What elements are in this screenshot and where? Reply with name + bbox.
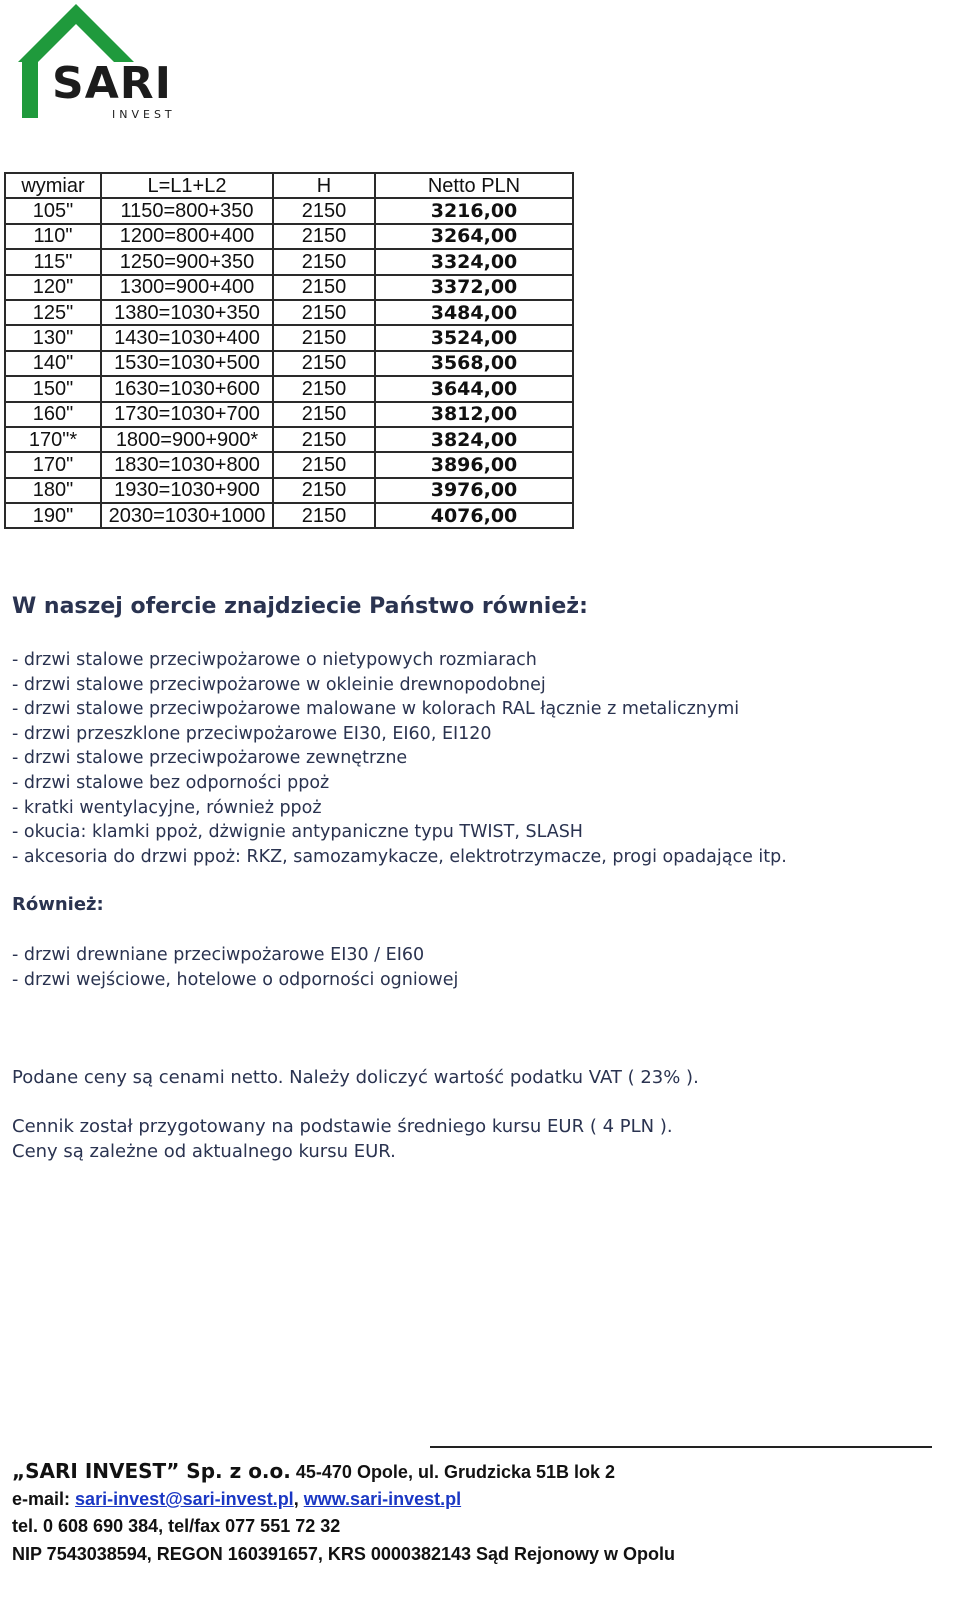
company-address: 45-470 Opole, ul. Grudzicka 51B lok 2 [295,1462,616,1482]
table-row [5,427,573,452]
price-cell: 3524,00 [375,325,573,350]
table-row [5,503,573,528]
also-list [12,943,458,992]
size-cell: 150" [5,376,101,401]
height-cell: 2150 [273,198,375,223]
price-cell: 3324,00 [375,249,573,274]
currency-dependency-note: Ceny są zależne od aktualnego kursu EUR. [12,1141,396,1162]
table-row [5,300,573,325]
height-cell: 2150 [273,325,375,350]
price-cell: 3264,00 [375,224,573,249]
list-item: - drzwi przeszklone przeciwpożarowe EI30, EI60, EI120 [12,723,492,744]
website-link[interactable]: www.sari-invest.pl [303,1489,462,1509]
width-cell: 1530=1030+500 [101,351,273,376]
table-row [5,224,573,249]
height-cell: 2150 [273,503,375,528]
footer-phone: tel. 0 608 690 384, tel/fax 077 551 72 32 [12,1516,341,1536]
column-header: wymiar [5,173,101,198]
table-row [5,275,573,300]
price-cell: 3568,00 [375,351,573,376]
table-row [5,402,573,427]
footer-registry: NIP 7543038594, REGON 160391657, KRS 0000382143 Sąd Rejonowy w Opolu [12,1544,676,1564]
height-cell: 2150 [273,275,375,300]
offer-list [12,648,787,869]
price-cell: 3896,00 [375,452,573,477]
price-cell: 3812,00 [375,402,573,427]
column-header: Netto PLN [375,173,573,198]
exchange-rate-note: Cennik został przygotowany na podstawie średniego kursu EUR ( 4 PLN ). [12,1116,673,1137]
logo-subtitle: INVEST [112,108,176,121]
email-label: e-mail: [12,1489,71,1509]
vat-note: Podane ceny są cenami netto. Należy doliczyć wartość podatku VAT ( 23% ). [12,1067,699,1088]
width-cell: 1630=1030+600 [101,376,273,401]
size-cell: 130" [5,325,101,350]
list-item: - drzwi drewniane przeciwpożarowe EI30 / EI60 [12,945,425,965]
price-table [4,172,574,529]
table-row [5,376,573,401]
list-item: - drzwi stalowe przeciwpożarowe malowane w kolorach RAL łącznie z metalicznymi [12,699,740,720]
list-item: - drzwi wejściowe, hotelowe o odporności ogniowej [12,969,459,990]
height-cell: 2150 [273,402,375,427]
column-header: L=L1+L2 [101,173,273,198]
table-row [5,452,573,477]
height-cell: 2150 [273,478,375,503]
list-item: - okucia: klamki ppoż, dżwignie antypaniczne typu TWIST, SLASH [12,822,583,843]
width-cell: 1380=1030+350 [101,300,273,325]
size-cell: 170" [5,452,101,477]
width-cell: 1830=1030+800 [101,452,273,477]
price-cell: 3644,00 [375,376,573,401]
size-cell: 115" [5,249,101,274]
footer-company-line [12,1458,615,1486]
table-row [5,249,573,274]
table-row [5,198,573,223]
logo-name: SARI [52,58,172,109]
list-item: - drzwi stalowe przeciwpożarowe o nietypowych rozmiarach [12,650,537,670]
offer-title: W naszej ofercie znajdziecie Państwo również: [12,594,588,619]
table-row [5,478,573,503]
price-cell: 3976,00 [375,478,573,503]
size-cell: 170"* [5,427,101,452]
price-cell: 3484,00 [375,300,573,325]
height-cell: 2150 [273,351,375,376]
list-item: - akcesoria do drzwi ppoż: RKZ, samozamykacze, elektrotrzymacze, progi opadające itp. [12,846,787,867]
table-row [5,325,573,350]
size-cell: 125" [5,300,101,325]
width-cell: 1930=1030+900 [101,478,273,503]
list-item: - drzwi stalowe bez odporności ppoż [12,772,330,793]
also-title: Również: [12,894,104,915]
list-item: - drzwi stalowe przeciwpożarowe w okleinie drewnopodobnej [12,674,546,695]
size-cell: 180" [5,478,101,503]
size-cell: 105" [5,198,101,223]
price-cell: 4076,00 [375,503,573,528]
width-cell: 2030=1030+1000 [101,503,273,528]
company-logo [14,0,184,125]
width-cell: 1150=800+350 [101,198,273,223]
width-cell: 1800=900+900* [101,427,273,452]
height-cell: 2150 [273,427,375,452]
price-cell: 3372,00 [375,275,573,300]
table-row [5,351,573,376]
price-cell: 3216,00 [375,198,573,223]
list-item: - drzwi stalowe przeciwpożarowe zewnętrzne [12,748,408,769]
size-cell: 110" [5,224,101,249]
width-cell: 1300=900+400 [101,275,273,300]
column-header: H [273,173,375,198]
table-header-row [5,173,573,198]
footer-contact-line [12,1486,461,1513]
size-cell: 120" [5,275,101,300]
height-cell: 2150 [273,300,375,325]
height-cell: 2150 [273,376,375,401]
width-cell: 1730=1030+700 [101,402,273,427]
size-cell: 160" [5,402,101,427]
email-link[interactable]: sari-invest@sari-invest.pl [75,1489,294,1509]
height-cell: 2150 [273,224,375,249]
company-name: „SARI INVEST” Sp. z o.o. [12,1459,291,1483]
price-cell: 3824,00 [375,427,573,452]
size-cell: 140" [5,351,101,376]
width-cell: 1250=900+350 [101,249,273,274]
width-cell: 1200=800+400 [101,224,273,249]
width-cell: 1430=1030+400 [101,325,273,350]
price-table-body [5,173,573,528]
footer-divider [430,1446,932,1448]
list-item: - kratki wentylacyjne, również ppoż [12,797,322,818]
height-cell: 2150 [273,249,375,274]
size-cell: 190" [5,503,101,528]
height-cell: 2150 [273,452,375,477]
link-separator: , [293,1489,299,1509]
